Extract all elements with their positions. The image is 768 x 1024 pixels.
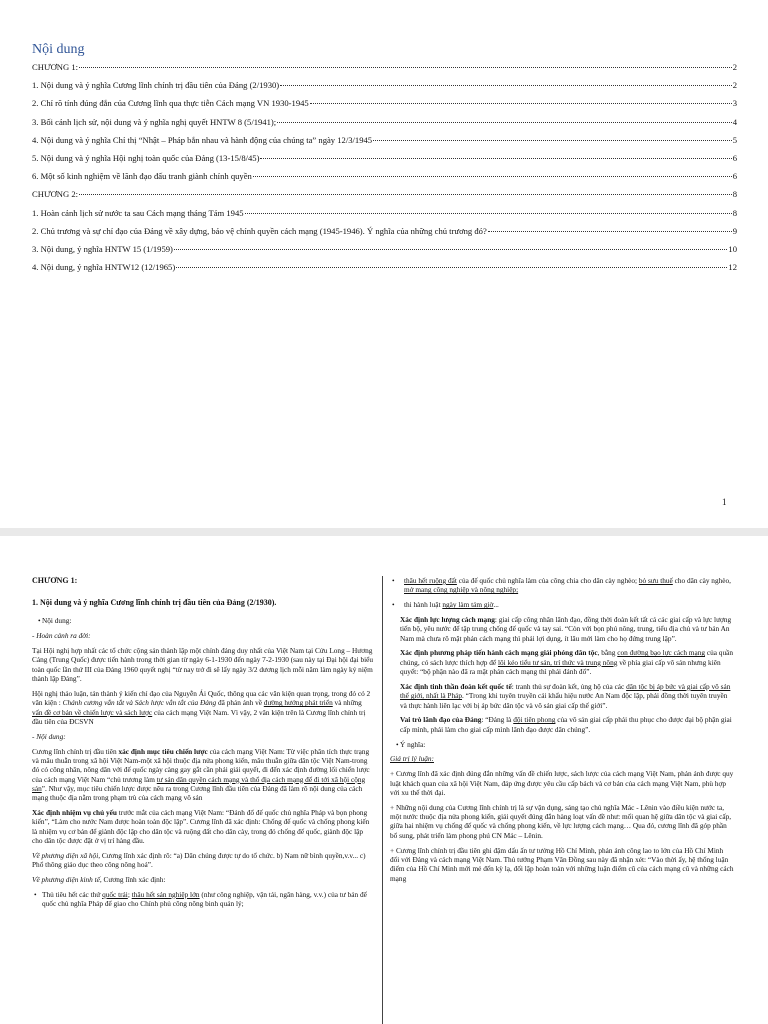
toc-entry[interactable] — [32, 244, 737, 262]
toc-dot-leader — [79, 194, 732, 195]
toc-heading: Nội dung — [32, 42, 85, 57]
label-hoan-canh: - Hoàn cảnh ra đời: — [32, 631, 91, 641]
toc-entry-page: 12 — [728, 262, 737, 273]
toc-entry-page: 8 — [732, 189, 737, 200]
paragraph: Tại Hội nghị hợp nhất các tổ chức cộng sản thành lập một chính đảng duy nhất của Việt Nam tại Cửu Long – Hương Cảng (Trung Quốc) được tiến hành trong thời gian từ ngày 6-1-1930 đến ngày 7-2-1930 (sau này tại Đại hội đại biểu toàn quốc lần thứ III của Đảng 1960 quyết nghị “từ nay trở đi sẽ lấy ngày 3/2 dương lịch mỗi năm làm ngày kỷ niệm thành lập Đảng”. — [32, 646, 374, 684]
paragraph: Vai trò lãnh đạo của Đảng: “Đảng là đội tiên phong của vô sản giai cấp phải thu phục cho được đại bộ phận giai cấp mình, phải làm cho giai cấp mình lãnh đạo được dân chúng”. — [400, 715, 732, 734]
toc-dot-leader — [245, 213, 732, 214]
paragraph: Xác định phương pháp tiến hành cách mạng giải phóng dân tộc, bằng con đường bạo lực cách mạng của quần chúng, có sách lược thích hợp để lôi kéo tiểu tư sản, trí thức và trung nông về phía giai cấp vô sản nhưng kiên quyết: “bộ phận nào đã ra mặt phản cách mạng thì phải đánh đổ”. — [400, 648, 733, 677]
toc-entry-title: 2. Chủ trương và sự chỉ đạo của Đảng về xây dựng, bảo vệ chính quyền cách mạng (1945-1946). Ý nghĩa của những chủ trương đó? — [32, 225, 487, 236]
toc-entry-title: 5. Nội dung và ý nghĩa Hội nghị toàn quốc của Đảng (13-15/8/45) — [32, 152, 260, 163]
paragraph: + Cương lĩnh chính trị đầu tiên ghi đậm dấu ấn tư tưởng Hồ Chí Minh, phản ánh công lao to lớn của Hồ Chí Minh đối với Đảng và cách mạng Việt Nam. Thủ tướng Phạm Văn Đồng sau này đã nhận xét: “Vào thời ấy, hệ thống luận điểm của Hồ Chí Minh mới mẻ đến kỳ lạ, đối lập hoàn toàn với những luận điểm cũ của cách mạng cũ và những cách mạng — [390, 845, 734, 883]
toc-entry[interactable] — [32, 135, 737, 153]
label-noi-dung: - Nội dung: — [32, 731, 66, 741]
toc-dot-leader — [280, 85, 732, 86]
bullet-item: • thi hành luật ngày làm tám giờ... — [390, 600, 734, 609]
toc-entry-title: 3. Bối cảnh lịch sử, nội dung và ý nghĩa nghị quyết HNTW 8 (5/1941); — [32, 116, 277, 127]
toc-dot-leader — [253, 176, 732, 177]
toc-entry[interactable] — [32, 62, 737, 80]
paragraph: Hội nghị thảo luận, tán thành ý kiến chỉ đạo của Nguyễn Ái Quốc, thông qua các văn kiện quan trọng, trong đó có 2 văn kiện : Chánh cương vắn tắt và Sách lược vắn tắt của Đảng đã phản ánh về đường hướng phát triển và những vấn đề cơ bản về chiến lược và sách lược của cách mạng Việt Nam. Vì vậy, 2 văn kiện trên là Cương lĩnh chính trị đầu tiên của ĐCSVN — [32, 688, 371, 726]
content-page — [0, 536, 768, 1024]
paragraph: + Cương lĩnh đã xác định đúng đắn những vấn đề chiến lược, sách lược của cách mạng Việt Nam, phản ánh được quy luật khách quan của xã hội Việt Nam, đáp ứng được yêu cầu cấp bách và cơ bản của cách mạng Việt Nam, phù hợp với xu thế thời đại. — [390, 769, 734, 797]
chapter-title: CHƯƠNG 1: — [32, 576, 78, 585]
toc-entry-page: 6 — [732, 171, 737, 182]
toc-entry-title: 1. Hoàn cảnh lịch sử nước ta sau Cách mạng tháng Tám 1945 — [32, 207, 244, 218]
toc-entry-page: 2 — [732, 62, 737, 72]
toc-entry[interactable] — [32, 117, 737, 135]
bullet-noi-dung: • Nội dung: — [32, 616, 374, 625]
right-column — [390, 576, 734, 888]
toc-dot-leader — [277, 122, 732, 123]
bullet-item: • thâu hết ruộng đất của đế quốc chủ nghĩa làm của công chia cho dân cày nghèo; bỏ sưu thuế cho dân cày nghèo, mở mang công nghiệp và nông nghiệp; — [390, 576, 734, 595]
toc-dot-leader — [373, 140, 732, 141]
toc-dot-leader — [488, 231, 732, 232]
section-heading: 1. Nội dung và ý nghĩa Cương lĩnh chính trị đầu tiên của Đảng (2/1930). — [32, 598, 277, 608]
page-gap — [0, 528, 768, 536]
toc-entry-title: 6. Một số kinh nghiệm về lãnh đạo đấu tranh giành chính quyền — [32, 171, 252, 182]
paragraph: Xác định tinh thần đoàn kết quốc tế: tranh thủ sự đoàn kết, ủng hộ của các dân tộc bị áp bức và giai cấp vô sản thế giới, nhất là Pháp. “Trong khi tuyên truyền cái khẩu hiệu nước An Nam độc lập, phải đồng thời tuyên truyền và thực hành liên lạc với bị áp bức dân tộc và vô sản giai cấp thế giới”. — [400, 681, 731, 710]
toc-entry-page: 8 — [732, 207, 737, 218]
paragraph: + Những nội dung của Cương lĩnh chính trị là sự vận dụng, sáng tạo chủ nghĩa Mác - Lênin vào điều kiện nước ta, một nước thuộc địa nửa phong kiến, giải quyết đúng đắn hàng loạt vấn đề như: mối quan hệ giữa dân tộc và giai cấp, giữa hai nhiệm vụ chống đế quốc và chống phong kiến, về lực lượng cách mạng… Qua đó, cương lĩnh đã góp phần bổ sung, phát triển làm phong phú CN Mác – Lênin. — [390, 802, 732, 840]
toc-entry-page: 9 — [732, 225, 737, 236]
toc-entry[interactable] — [32, 153, 737, 171]
page-number: 1 — [722, 497, 727, 507]
toc-entry-page: 2 — [732, 80, 737, 91]
column-divider — [382, 576, 383, 1024]
bullet-item: • Thủ tiêu hết các thứ quốc trái; thâu hết sản nghiệp lớn (như công nghiệp, vận tải, ngân hàng, v.v.) của tư bản đế quốc chủ nghĩa Pháp để giao cho Chính phủ công nông binh quản lý; — [32, 890, 374, 909]
toc-entry-page: 10 — [728, 243, 737, 254]
toc-entry-title: 2. Chỉ rõ tính đúng đắn của Cương lĩnh qua thực tiễn Cách mạng VN 1930-1945 — [32, 98, 309, 109]
paragraph: Về phương diện kinh tế, Cương lĩnh xác định: — [32, 875, 166, 885]
bullet-y-nghia: • Ý nghĩa: — [390, 740, 734, 749]
toc-entry-page: 4 — [732, 116, 737, 127]
toc-entry-page: 5 — [732, 134, 737, 145]
paragraph: Cương lĩnh chính trị đầu tiên xác định mục tiêu chiến lược của cách mạng Việt Nam: Từ việc phân tích thực trạng và mâu thuẫn trong xã hội Việt Nam-một xã hội thuộc địa nửa phong kiến, mâu thuẫn giữa dân tộc Việt Nam-trong đó có công nhân, nông dân với đế quốc ngày càng gay gắt cần phải giải quyết, đi đến xác định đường lối chiến lược của cách mạng Việt Nam “chủ trương làm tư sản dân quyền cách mạng và thổ địa cách mạng để đi tới xã hội cộng sản”. Như vậy, mục tiêu chiến lược được nêu ra trong Cương lĩnh đầu tiên của Đảng đã làm rõ nội dung của cách mạng thuộc địa nằm trong phạm trù của cách mạng vô sản — [32, 746, 370, 803]
toc-entry[interactable] — [32, 189, 737, 207]
toc-entry-title: 1. Nội dung và ý nghĩa Cương lĩnh chính trị đầu tiên của Đảng (2/1930) — [32, 80, 280, 91]
label-gia-tri-ly-luan: Giá trị lý luận: — [390, 754, 434, 764]
toc-list — [32, 62, 737, 280]
toc-dot-leader — [310, 103, 732, 104]
toc-dot-leader — [176, 267, 727, 268]
toc-entry-title: 4. Nội dung và ý nghĩa Chỉ thị “Nhật – Pháp bắn nhau và hành động của chúng ta” ngày 12/3/1945 — [32, 134, 373, 145]
toc-entry[interactable] — [32, 226, 737, 244]
toc-entry-page: 6 — [732, 152, 737, 163]
toc-entry[interactable] — [32, 262, 737, 280]
toc-entry-page: 3 — [732, 98, 737, 109]
toc-entry[interactable] — [32, 98, 737, 116]
toc-entry[interactable] — [32, 171, 737, 189]
left-column — [32, 576, 374, 914]
paragraph: Xác định lực lượng cách mạng: giai cấp công nhân lãnh đạo, đồng thời đoàn kết tất cả các giai cấp và lực lượng tiến bộ, yêu nước để tập trung chống đế quốc và tay sai. “Còn với bọn phú nông, trung, tiểu địa chủ và tư bản An Nam mà chưa rõ mặt phản cách mạng thì phải lợi dụng, ít lâu mới làm cho họ đứng trung lập”. — [400, 614, 732, 643]
paragraph: Về phương diện xã hội, Cương lĩnh xác định rõ: “a) Dân chúng được tự do tổ chức. b) Nam nữ bình quyền,v.v... c) Phổ thông giáo dục theo công nông hoá”. — [32, 850, 366, 870]
toc-dot-leader — [260, 158, 731, 159]
toc-entry-title: 4. Nội dung, ý nghĩa HNTW12 (12/1965) — [32, 262, 176, 273]
toc-entry-title: 3. Nội dung, ý nghĩa HNTW 15 (1/1959) — [32, 243, 173, 254]
toc-entry[interactable] — [32, 208, 737, 226]
toc-entry-title: CHƯƠNG 2: — [32, 189, 79, 200]
toc-entry-title: CHƯƠNG 1: — [32, 62, 79, 72]
toc-dot-leader — [174, 249, 727, 250]
toc-entry[interactable] — [32, 80, 737, 98]
paragraph: Xác định nhiệm vụ chủ yếu trước mắt của cách mạng Việt Nam: “Đánh đổ đế quốc chủ nghĩa Pháp và bọn phong kiến”, “Làm cho nước Nam được hoàn toàn độc lập”. Cương lĩnh đã xác định: Chống đế quốc và chống phong kiến là nhiệm vụ cơ bản để giành độc lập cho dân tộc và ruộng đất cho dân cày, trong đó chống đế quốc, giành độc lập cho dân tộc được đặt ở vị trí hàng đầu. — [32, 808, 370, 846]
toc-dot-leader — [79, 67, 732, 68]
